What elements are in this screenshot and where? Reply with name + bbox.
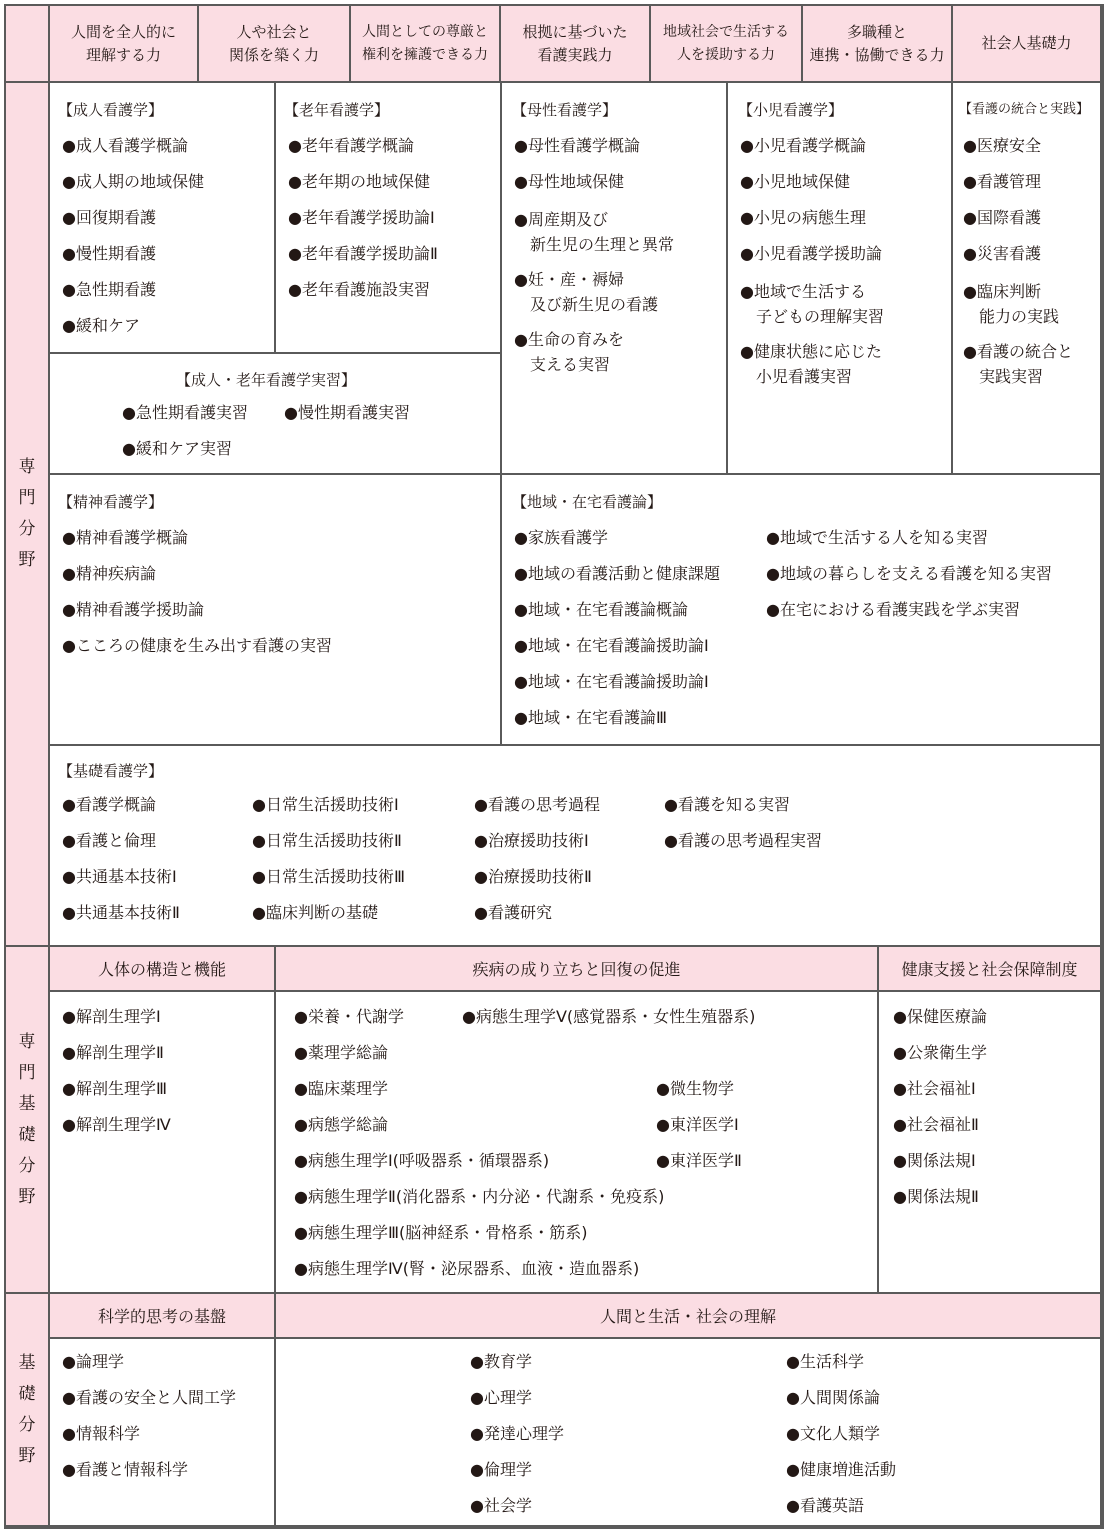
list-item: ●看護管理 xyxy=(963,172,1041,191)
competency-header-5: 地域社会で生活する 人を援助する力 xyxy=(651,6,803,83)
list-item: ●看護の思考過程実習 xyxy=(664,831,822,850)
list-item: ●看護の統合と 実践実習 xyxy=(963,342,1073,386)
seijin-title: 【成人看護学】 xyxy=(58,101,164,119)
list-item: ●臨床判断の基礎 xyxy=(252,903,378,922)
field-label-senmon-text: 専 門 分 野 xyxy=(18,457,36,570)
list-item: ●解剖生理学Ⅲ xyxy=(62,1079,167,1098)
list-item: ●家族看護学 xyxy=(514,528,608,547)
list-item: ●臨床薬理学 xyxy=(294,1079,388,1098)
list-item: ●健康状態に応じた 小児看護実習 xyxy=(740,342,882,386)
list-item: ●老年看護施設実習 xyxy=(288,280,430,299)
list-item: ●成人期の地域保健 xyxy=(62,172,204,191)
chiiki-title: 【地域・在宅看護論】 xyxy=(512,493,663,511)
list-item: ●東洋医学Ⅱ xyxy=(656,1151,742,1170)
list-item: ●地域の看護活動と健康課題 xyxy=(514,564,720,583)
list-item: ●日常生活援助技術Ⅱ xyxy=(252,831,402,850)
list-item: ●小児看護学概論 xyxy=(740,136,866,155)
list-item: ●小児看護学援助論 xyxy=(740,244,882,263)
list-item: ●急性期看護実習 xyxy=(122,403,248,422)
list-item: ●地域・在宅看護論援助論Ⅰ xyxy=(514,672,709,691)
ningen-header: 人間と生活・社会の理解 xyxy=(276,1294,1102,1339)
list-item: ●小児の病態生理 xyxy=(740,208,866,227)
list-item: ●母性地域保健 xyxy=(514,172,624,191)
field-label-kiso xyxy=(6,1294,50,1527)
list-item: ●教育学 xyxy=(470,1352,532,1371)
list-item: ●老年看護学援助論Ⅱ xyxy=(288,244,438,263)
list-item: ●地域で生活する人を知る実習 xyxy=(766,528,988,547)
shoni-cell xyxy=(728,83,953,475)
list-item: ●地域で生活する 子どもの理解実習 xyxy=(740,282,885,326)
jintai-header: 人体の構造と機能 xyxy=(50,947,276,992)
list-item: ●精神看護学概論 xyxy=(62,528,188,547)
list-item: ●看護学概論 xyxy=(62,795,156,814)
list-item: ●急性期看護 xyxy=(62,280,156,299)
list-item: ●国際看護 xyxy=(963,208,1041,227)
list-item: ●慢性期看護実習 xyxy=(284,403,410,422)
field-label-senmon-kiso-text: 専 門 基 礎 分 野 xyxy=(18,1031,36,1207)
togo-title: 【看護の統合と実践】 xyxy=(959,102,1090,117)
corner-cell xyxy=(6,6,50,83)
list-item: ●地域の暮らしを支える看護を知る実習 xyxy=(766,564,1052,583)
kiso-kango-title: 【基礎看護学】 xyxy=(58,762,164,780)
list-item: ●病態学総論 xyxy=(294,1115,388,1134)
seijin-cell xyxy=(50,83,276,354)
shoni-title: 【小児看護学】 xyxy=(738,101,844,119)
list-item: ●病態生理学Ⅲ(脳神経系・骨格系・筋系) xyxy=(294,1223,588,1242)
list-item: ●成人看護学概論 xyxy=(62,136,188,155)
list-item: ●精神疾病論 xyxy=(62,564,156,583)
list-item: ●看護の思考過程 xyxy=(474,795,600,814)
list-item: ●病態生理学Ⅳ(腎・泌尿器系、血液・造血器系) xyxy=(294,1259,640,1278)
seijin-ronen-jisshu-title: 【成人・老年看護学実習】 xyxy=(176,371,357,389)
list-item: ●看護研究 xyxy=(474,903,552,922)
list-item: ●社会学 xyxy=(470,1496,532,1515)
list-item: ●治療援助技術Ⅱ xyxy=(474,867,592,886)
list-item: ●こころの健康を生み出す看護の実習 xyxy=(62,636,332,655)
list-item: ●生命の育みを 支える実習 xyxy=(514,330,624,374)
ronen-title: 【老年看護学】 xyxy=(284,101,390,119)
list-item: ●看護の安全と人間工学 xyxy=(62,1388,236,1407)
list-item: ●災害看護 xyxy=(963,244,1041,263)
competency-header-1: 人間を全人的に 理解する力 xyxy=(50,6,199,83)
chiiki-cell xyxy=(502,475,1102,746)
list-item: ●看護英語 xyxy=(786,1496,864,1515)
list-item: ●発達心理学 xyxy=(470,1424,564,1443)
kenko-cell xyxy=(879,992,1102,1294)
field-label-senmon-kiso xyxy=(6,947,50,1294)
list-item: ●病態生理学Ⅰ(呼吸器系・循環器系) xyxy=(294,1151,550,1170)
list-item: ●地域・在宅看護論援助論Ⅰ xyxy=(514,636,709,655)
list-item: ●社会福祉Ⅰ xyxy=(893,1079,976,1098)
list-item: ●栄養・代謝学 xyxy=(294,1007,404,1026)
list-item: ●社会福祉Ⅱ xyxy=(893,1115,979,1134)
list-item: ●周産期及び 新生児の生理と異常 xyxy=(514,210,675,254)
list-item: ●病態生理学Ⅱ(消化器系・内分泌・代謝系・免疫系) xyxy=(294,1187,665,1206)
list-item: ●共通基本技術Ⅱ xyxy=(62,903,180,922)
shippei-cell xyxy=(276,992,879,1294)
list-item: ●精神看護学援助論 xyxy=(62,600,204,619)
list-item: ●解剖生理学Ⅱ xyxy=(62,1043,164,1062)
list-item: ●妊・産・褥婦 及び新生児の看護 xyxy=(514,270,659,314)
list-item: ●老年看護学概論 xyxy=(288,136,414,155)
list-item: ●関係法規Ⅱ xyxy=(893,1187,979,1206)
list-item: ●情報科学 xyxy=(62,1424,140,1443)
list-item: ●老年期の地域保健 xyxy=(288,172,430,191)
list-item: ●病態生理学Ⅴ(感覚器系・女性生殖器系) xyxy=(462,1007,756,1026)
kagaku-header: 科学的思考の基盤 xyxy=(50,1294,276,1339)
ningen-cell xyxy=(276,1339,1102,1527)
seishin-title: 【精神看護学】 xyxy=(58,493,164,511)
kiso-kango-cell xyxy=(50,746,1102,947)
list-item: ●老年看護学援助論Ⅰ xyxy=(288,208,435,227)
list-item: ●緩和ケア実習 xyxy=(122,439,232,458)
list-item: ●公衆衛生学 xyxy=(893,1043,987,1062)
competency-header-7: 社会人基礎力 xyxy=(953,6,1102,83)
list-item: ●地域・在宅看護論Ⅲ xyxy=(514,708,667,727)
competency-header-4: 根拠に基づいた 看護実践力 xyxy=(501,6,651,83)
list-item: ●日常生活援助技術Ⅲ xyxy=(252,867,405,886)
seijin-ronen-jisshu-cell xyxy=(50,354,502,475)
list-item: ●共通基本技術Ⅰ xyxy=(62,867,177,886)
competency-header-2: 人や社会と 関係を築く力 xyxy=(199,6,351,83)
list-item: ●解剖生理学Ⅳ xyxy=(62,1115,171,1134)
list-item: ●論理学 xyxy=(62,1352,124,1371)
bosei-cell xyxy=(502,83,728,475)
kenko-header: 健康支援と社会保障制度 xyxy=(879,947,1102,992)
list-item: ●治療援助技術Ⅰ xyxy=(474,831,589,850)
list-item: ●地域・在宅看護論概論 xyxy=(514,600,688,619)
list-item: ●緩和ケア xyxy=(62,316,140,335)
list-item: ●保健医療論 xyxy=(893,1007,987,1026)
seishin-cell xyxy=(50,475,502,746)
list-item: ●微生物学 xyxy=(656,1079,734,1098)
list-item: ●慢性期看護 xyxy=(62,244,156,263)
competency-header-6: 多職種と 連携・協働できる力 xyxy=(803,6,953,83)
list-item: ●関係法規Ⅰ xyxy=(893,1151,976,1170)
list-item: ●看護と倫理 xyxy=(62,831,156,850)
field-label-senmon xyxy=(6,83,50,947)
kagaku-cell xyxy=(50,1339,276,1527)
ronen-cell xyxy=(276,83,502,354)
list-item: ●回復期看護 xyxy=(62,208,156,227)
competency-header-3: 人間としての尊厳と 権利を擁護できる力 xyxy=(351,6,501,83)
list-item: ●東洋医学Ⅰ xyxy=(656,1115,739,1134)
togo-cell xyxy=(953,83,1102,475)
shippei-header: 疾病の成り立ちと回復の促進 xyxy=(276,947,879,992)
list-item: ●臨床判断 能力の実践 xyxy=(963,282,1060,326)
list-item: ●薬理学総論 xyxy=(294,1043,388,1062)
bosei-title: 【母性看護学】 xyxy=(512,101,618,119)
list-item: ●日常生活援助技術Ⅰ xyxy=(252,795,399,814)
list-item: ●小児地域保健 xyxy=(740,172,850,191)
list-item: ●看護を知る実習 xyxy=(664,795,790,814)
list-item: ●母性看護学概論 xyxy=(514,136,640,155)
list-item: ●文化人類学 xyxy=(786,1424,880,1443)
list-item: ●医療安全 xyxy=(963,136,1041,155)
list-item: ●解剖生理学Ⅰ xyxy=(62,1007,161,1026)
field-label-kiso-text: 基 礎 分 野 xyxy=(18,1352,36,1466)
list-item: ●在宅における看護実践を学ぶ実習 xyxy=(766,600,1020,619)
list-item: ●生活科学 xyxy=(786,1352,864,1371)
jintai-cell xyxy=(50,992,276,1294)
list-item: ●心理学 xyxy=(470,1388,532,1407)
list-item: ●倫理学 xyxy=(470,1460,532,1479)
list-item: ●健康増進活動 xyxy=(786,1460,896,1479)
list-item: ●人間関係論 xyxy=(786,1388,880,1407)
list-item: ●看護と情報科学 xyxy=(62,1460,188,1479)
